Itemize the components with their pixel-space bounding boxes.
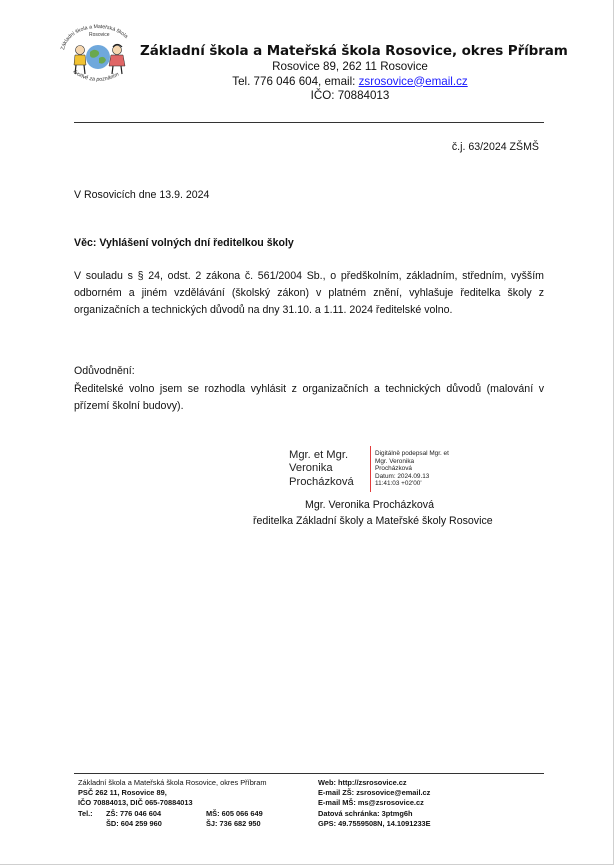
school-ico: IČO: 70884013 <box>310 89 390 102</box>
signature-divider <box>370 446 371 492</box>
signer-name: Mgr. Veronika Procházková <box>305 499 434 511</box>
contact-prefix: Tel. 776 046 604, email: <box>232 74 359 88</box>
signature-detail-line: Procházková <box>375 465 412 473</box>
reason-paragraph: Ředitelské volno jsem se rozhodla vyhlásit z organizačních a technických důvodů (malování v přízemí školní budovy). <box>74 383 544 412</box>
footer-address: PSČ 262 11, Rosovice 89, <box>78 788 167 798</box>
header-divider <box>74 122 544 123</box>
digital-signature-name <box>289 449 373 489</box>
footer-contact-left <box>78 778 313 829</box>
subject-line: Věc: Vyhlášení volných dní ředitelkou školy <box>74 237 294 249</box>
footer-tel-label: Tel.: <box>78 808 93 818</box>
signature-detail-line: 11:41:03 +02'00' <box>375 480 422 488</box>
footer-web: Web: http://zsrosovice.cz <box>318 778 407 787</box>
footer-databox: Datová schránka: 3ptmg6h <box>318 808 413 818</box>
email-link[interactable]: zsrosovice@email.cz <box>358 74 468 88</box>
footer-ico: IČO 70884013, DIČ 065-70884013 <box>78 798 193 808</box>
signer-role: ředitelka Základní školy a Mateřské školy Rosovice <box>253 515 493 527</box>
body-paragraph: V souladu s § 24, odst. 2 zákona č. 561/2004 Sb., o předškolním, základním, středním, vyšším odborném a jiném vzdělávání (školský zákon) v platném znění, vyhlašuje ředitelka školy z organizačních a technických důvodů na dny 31.10. a 1.11. 2024 ředitelské volno. <box>74 270 544 316</box>
reason-heading: Odůvodnění: <box>74 365 135 377</box>
signature-detail-line: Digitálně podepsal Mgr. et <box>375 450 449 457</box>
footer-ms-phone: MŠ: 605 066 649 <box>206 808 263 818</box>
footer-email-zs: E-mail ZŠ: zsrosovice@email.cz <box>318 788 431 798</box>
footer-phone-row <box>78 809 313 819</box>
signature-name-line: Mgr. et Mgr. <box>289 449 349 461</box>
footer-spacer <box>78 819 106 829</box>
footer-school-name: Základní škola a Mateřská škola Rosovice, okres Příbram <box>78 778 267 787</box>
svg-text:Tvořivě za poznáním: Tvořivě za poznáním <box>70 68 121 83</box>
school-address: Rosovice 89, 262 11 Rosovice <box>272 60 428 73</box>
footer-zs-phone: ZŠ: 776 046 604 <box>106 808 162 818</box>
footer-sj-phone: ŠJ: 736 682 950 <box>206 818 261 828</box>
digital-signature-details <box>375 450 485 488</box>
footer-email-ms: E-mail MŠ: ms@zsrosovice.cz <box>318 798 424 808</box>
svg-text:Základní škola a Mateřská škol: Základní škola a Mateřská škola <box>60 23 129 51</box>
letterhead <box>140 43 568 104</box>
signature-detail-line: Mgr. Veronika <box>375 457 415 465</box>
signature-name-line: Veronika <box>289 462 333 475</box>
footer-sd-phone: ŠD: 604 259 960 <box>106 818 162 828</box>
svg-text:Rosovice: Rosovice <box>89 32 110 38</box>
footer-contact-right <box>318 778 538 829</box>
footer-phone-row <box>78 819 313 829</box>
signature-name-line: Procházková <box>289 475 354 488</box>
footer-divider <box>74 773 544 774</box>
school-contact <box>140 75 560 90</box>
place-and-date: V Rosovicích dne 13.9. 2024 <box>74 189 210 201</box>
signature-detail-line: Datum: 2024.09.13 <box>375 472 430 480</box>
footer-gps: GPS: 49.7559508N, 14.1091233E <box>318 818 431 828</box>
school-logo-icon <box>56 22 140 86</box>
school-name: Základní škola a Mateřská škola Rosovice, okres Příbram <box>140 43 568 59</box>
reference-number: č.j. 63/2024 ZŠMŠ <box>451 141 539 153</box>
